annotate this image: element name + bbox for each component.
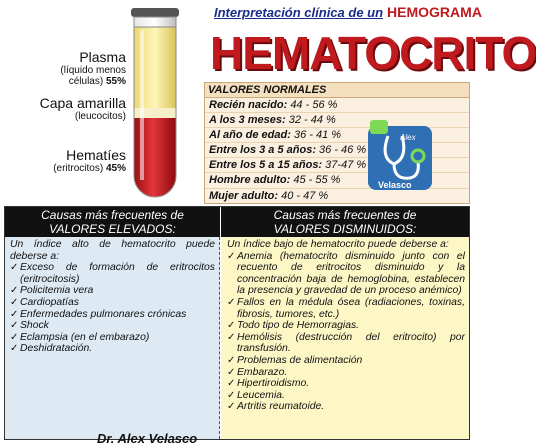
- row-label: Entre los 5 a 15 años:: [209, 159, 323, 172]
- normal-values-heading: VALORES NORMALES: [205, 83, 469, 98]
- plasma-title: Plasma: [79, 49, 126, 65]
- row-value: 32 - 44 %: [288, 114, 336, 127]
- elevated-column: [5, 237, 220, 446]
- hematies-sub: (eritrocitos): [53, 163, 104, 174]
- elevated-header-line2: VALORES ELEVADOS:: [49, 222, 176, 236]
- decreased-header: [221, 207, 469, 237]
- list-item: ✓ Embarazo.: [227, 367, 465, 379]
- elevated-header-line1: Causas más frecuentes de: [41, 208, 184, 222]
- list-item: ✓ Enfermedades pulmonares crónicas: [10, 309, 215, 321]
- row-label: Entre los 3 a 5 años:: [209, 144, 316, 157]
- plasma-label: [4, 50, 126, 87]
- hematies-title: Hematíes: [66, 147, 126, 163]
- list-item: ✓ Anemia (hematocrito disminuido junto con el recuento de eritrocitos disminuido y la concentración baja de hemoglobina, establecen la presencia y gravedad de un proceso anémico): [227, 251, 465, 297]
- row-value: 36 - 41 %: [293, 129, 342, 142]
- row-label: Hombre adulto:: [209, 174, 291, 187]
- decreased-header-line1: Causas más frecuentes de: [273, 208, 417, 222]
- row-value: 37-47 %: [325, 159, 367, 172]
- logo-bottom-text: Velasco: [378, 180, 412, 190]
- list-item: ✓ Hemólisis (destrucción del eritrocito) por transfusión.: [227, 332, 465, 355]
- author-name: Dr. Alex Velasco: [97, 431, 198, 446]
- list-item: ✓ Hipertiroidismo.: [227, 378, 465, 390]
- decreased-intro: Un índice bajo de hematocrito puede deberse a:: [227, 239, 449, 250]
- hematies-label: [4, 148, 126, 174]
- capa-sub: (leucocitos): [74, 111, 126, 122]
- row-value: 45 - 55 %: [293, 174, 341, 187]
- elevated-intro: Un índice alto de hematocrito puede deberse a:: [10, 239, 215, 262]
- row-label: Mujer adulto:: [209, 189, 279, 202]
- logo-top-text: Alex: [400, 133, 416, 142]
- list-item: ✓ Policitemia vera: [10, 285, 215, 297]
- test-tube-graphic: [128, 4, 182, 200]
- list-item: ✓ Cardiopatías: [10, 297, 215, 309]
- causes-table: [4, 206, 470, 446]
- list-item: ✓ Todo tipo de Hemorragias.: [227, 320, 465, 332]
- plasma-sub1: (líquido menos: [60, 65, 126, 76]
- capa-label: [4, 96, 126, 122]
- subtitle: [214, 4, 482, 26]
- elevated-header: [5, 207, 220, 237]
- subtitle-text: Interpretación clínica de un: [214, 5, 384, 20]
- test-tube-illustration: [128, 4, 182, 200]
- stethoscope-logo: [368, 118, 432, 196]
- decreased-column: [221, 237, 469, 439]
- list-item: ✓ Deshidratación.: [10, 343, 215, 355]
- row-label: Al año de edad:: [209, 129, 291, 142]
- list-item: ✓ Problemas de alimentación: [227, 355, 465, 367]
- decreased-header-line2: VALORES DISMINUIDOS:: [273, 222, 417, 236]
- list-item: ✓ Shock: [10, 320, 215, 332]
- row-value: 36 - 46 %: [319, 144, 367, 157]
- row-value: 44 - 56 %: [290, 99, 338, 111]
- plasma-sub2: células): [68, 76, 104, 87]
- row-value: 40 - 47 %: [281, 189, 329, 202]
- capa-title: Capa amarilla: [39, 95, 126, 111]
- list-item: ✓ Exceso de formación de eritrocitos (eritrocitosis): [10, 262, 215, 285]
- list-item: ✓ Leucemia.: [227, 390, 465, 402]
- plasma-pct: 55%: [105, 76, 126, 87]
- row-label: A los 3 meses:: [209, 114, 286, 127]
- normal-values-row: [205, 98, 469, 113]
- list-item: ✓ Artritis reumatoide.: [227, 401, 465, 413]
- hematies-pct: 45%: [105, 163, 126, 174]
- page-title: HEMATOCRITO: [210, 27, 536, 79]
- hemograma-text: HEMOGRAMA: [387, 4, 482, 20]
- list-item: ✓ Eclampsia (en el embarazo): [10, 332, 215, 344]
- list-item: ✓ Fallos en la médula ósea (radiaciones, toxinas, fibrosis, tumores, etc.): [227, 297, 465, 320]
- row-label: Recién nacido:: [209, 99, 288, 111]
